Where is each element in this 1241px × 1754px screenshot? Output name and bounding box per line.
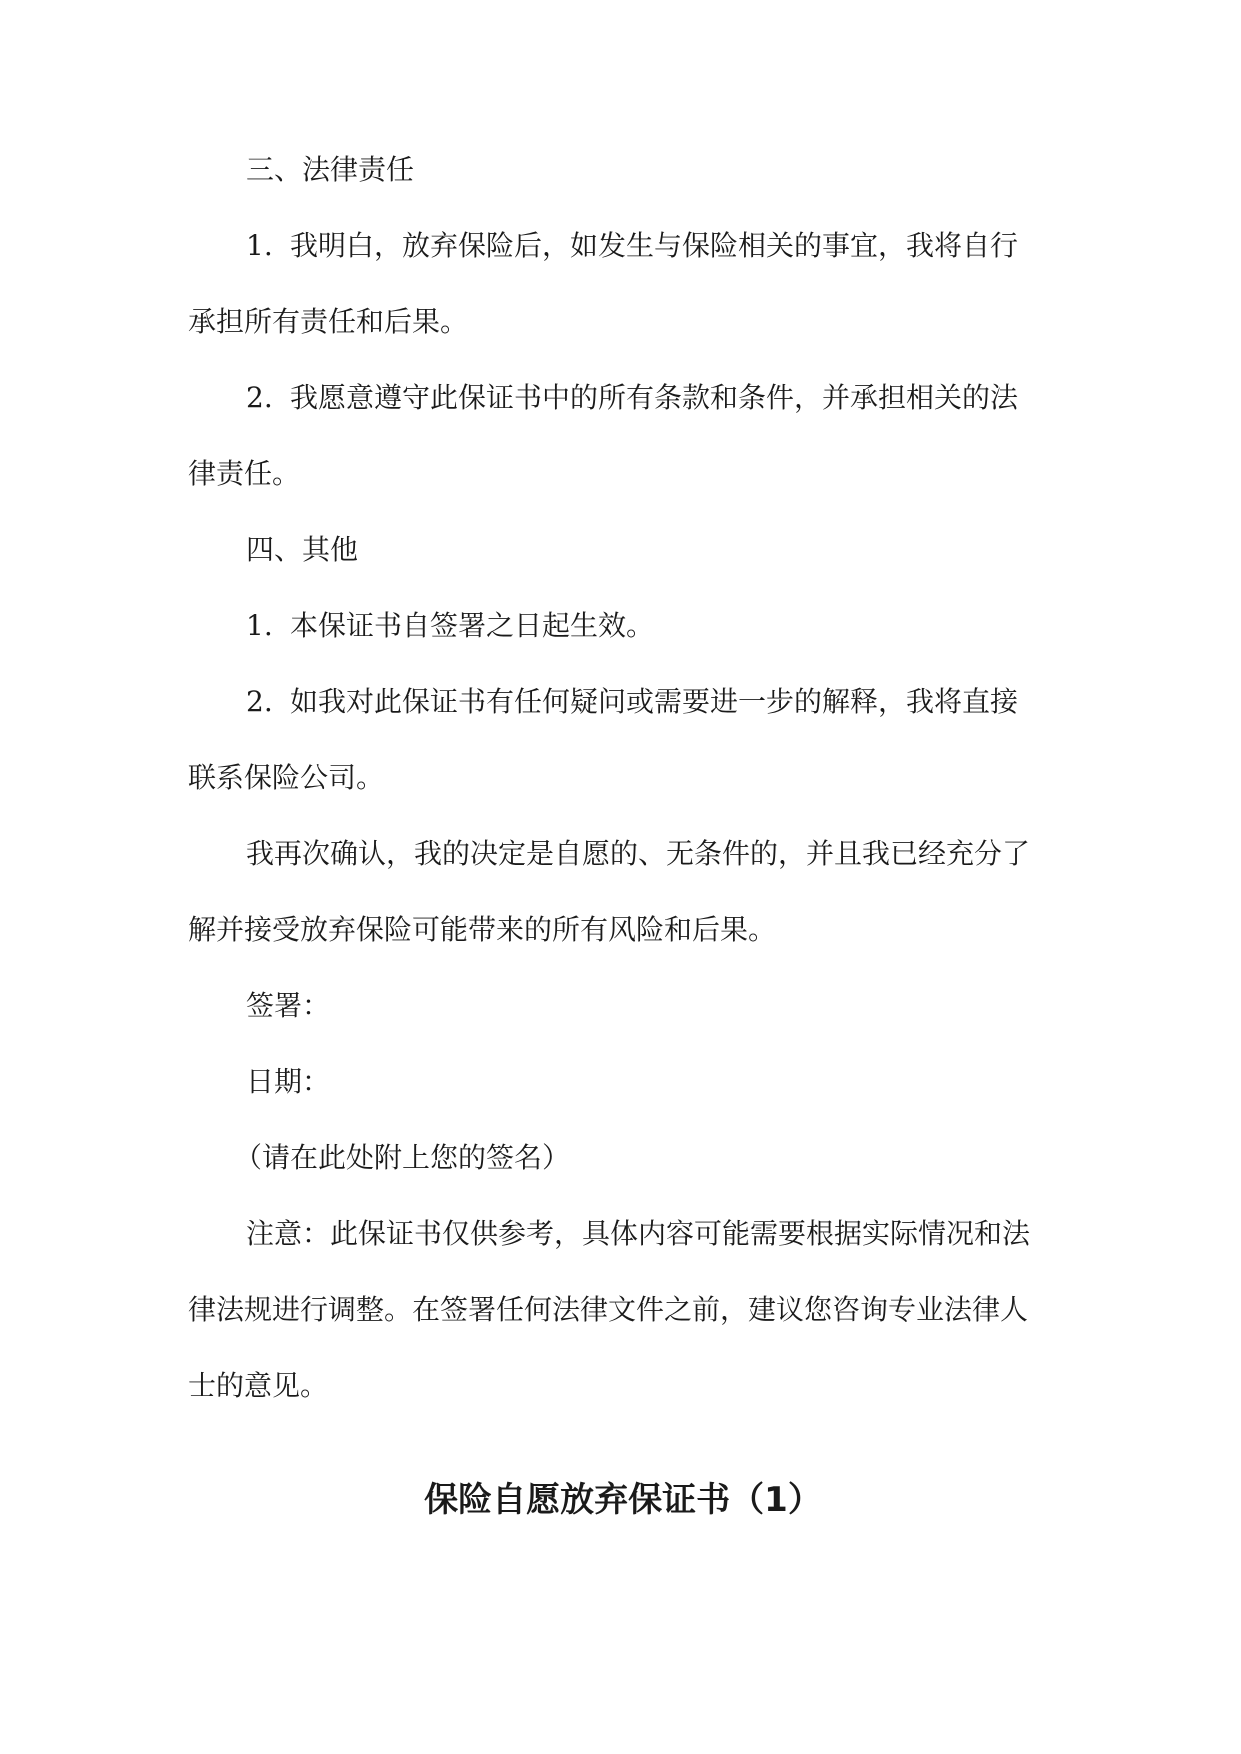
section-3-item-2-cont: 律责任。 [188, 457, 301, 490]
item-number: 2. [246, 381, 273, 414]
item-number: 2. [246, 685, 273, 718]
item-number: 1. [246, 229, 273, 262]
notice-paragraph-cont: 律法规进行调整。在签署任何法律文件之前，建议您咨询专业法律人 [188, 1293, 1029, 1326]
notice-paragraph-end: 士的意见。 [188, 1369, 329, 1402]
notice-paragraph: 注意：此保证书仅供参考，具体内容可能需要根据实际情况和法 [246, 1217, 1031, 1250]
section-3-item-2 [188, 360, 1058, 436]
section-4-heading: 四、其他 [246, 533, 359, 566]
confirm-paragraph: 我再次确认，我的决定是自愿的、无条件的，并且我已经充分了 [246, 837, 1031, 870]
date-label: 日期： [246, 1065, 331, 1098]
item-text: 如我对此保证书有任何疑问或需要进一步的解释，我将直接 [290, 685, 1019, 718]
item-text: 我明白，放弃保险后，如发生与保险相关的事宜，我将自行 [290, 229, 1019, 262]
signature-note: （请在此处附上您的签名） [234, 1141, 571, 1174]
confirm-paragraph-cont: 解并接受放弃保险可能带来的所有风险和后果。 [188, 913, 777, 946]
section-4-item-2-cont: 联系保险公司。 [188, 761, 385, 794]
section-3-item-1-cont: 承担所有责任和后果。 [188, 305, 469, 338]
section-3-heading: 三、法律责任 [246, 153, 415, 186]
next-document-title: 保险自愿放弃保证书（1） [424, 1480, 822, 1520]
document-page [188, 0, 1058, 1754]
item-number: 1. [246, 609, 273, 642]
section-4-item-2 [188, 664, 1058, 740]
section-3-item-1 [188, 208, 1058, 284]
item-text: 本保证书自签署之日起生效。 [290, 609, 655, 642]
item-text: 我愿意遵守此保证书中的所有条款和条件，并承担相关的法 [290, 381, 1019, 414]
signature-label: 签署： [246, 989, 331, 1022]
section-4-item-1 [188, 588, 1058, 664]
